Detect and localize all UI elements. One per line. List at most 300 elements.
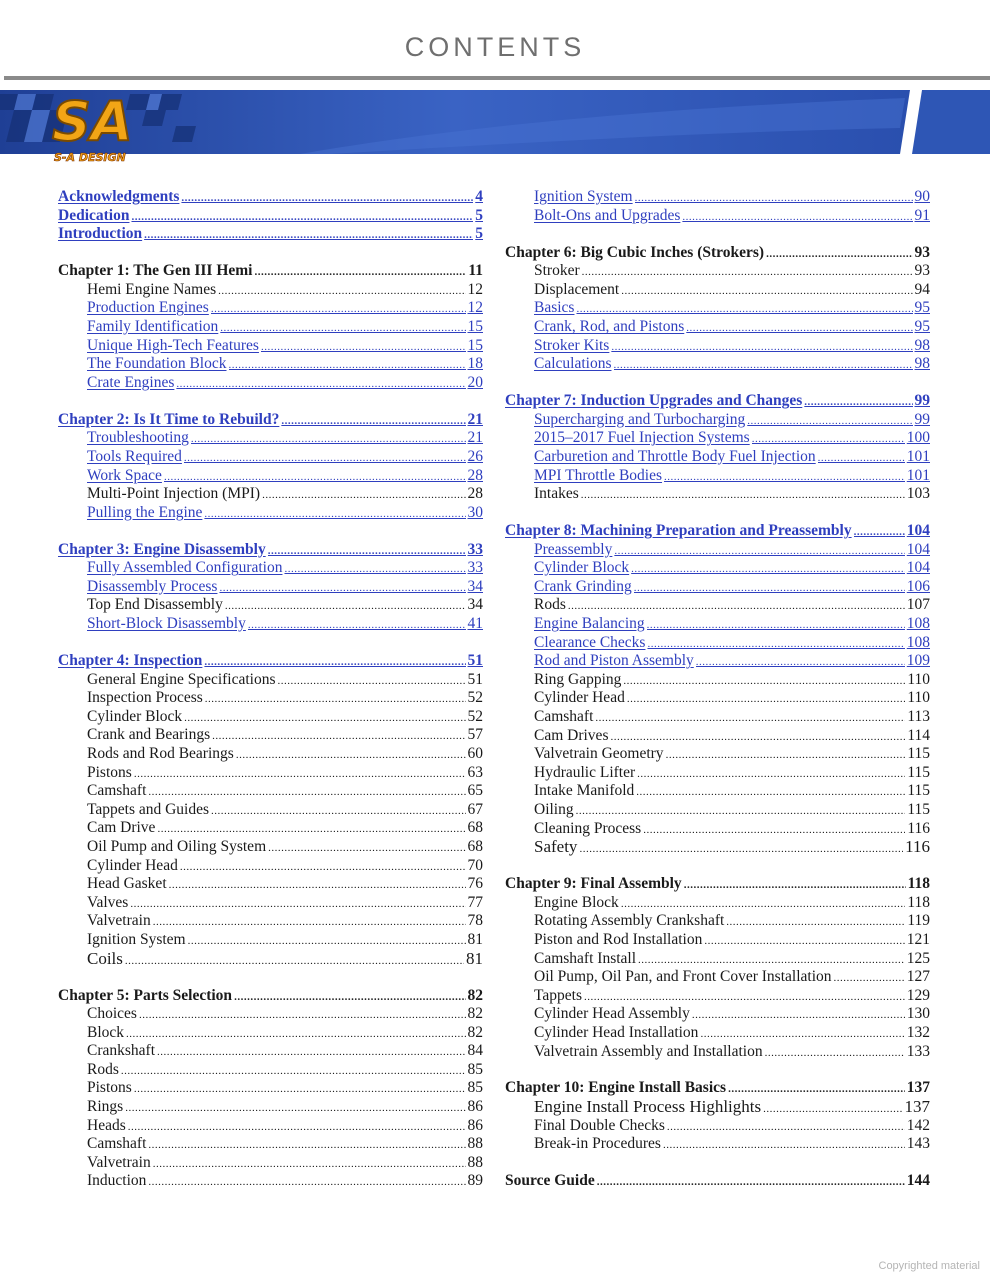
toc-page-number: 91 bbox=[914, 206, 930, 224]
toc-entry-title: Valvetrain bbox=[87, 912, 151, 930]
toc-entry-title: Unique High-Tech Features bbox=[87, 336, 259, 354]
toc-page-number: 137 bbox=[906, 1079, 930, 1097]
toc-spacer bbox=[505, 504, 930, 522]
toc-section-entry[interactable] bbox=[505, 541, 930, 560]
toc-entry-title: Introduction bbox=[58, 225, 143, 243]
toc-section-entry[interactable] bbox=[505, 578, 930, 597]
toc-dot-leader bbox=[696, 653, 905, 671]
toc-dot-leader bbox=[666, 746, 906, 764]
toc-section-entry[interactable] bbox=[505, 318, 930, 337]
toc-spacer bbox=[505, 1061, 930, 1079]
toc-spacer bbox=[505, 857, 930, 875]
toc-page-number: 116 bbox=[905, 838, 930, 857]
toc-dot-leader bbox=[176, 375, 465, 393]
toc-dot-leader bbox=[614, 356, 913, 374]
toc-entry-title: Chapter 3: Engine Disassembly bbox=[58, 540, 266, 558]
toc-entry-title: Oil Pump and Oiling System bbox=[87, 837, 267, 855]
toc-page-number: 15 bbox=[467, 317, 483, 335]
toc-section-entry bbox=[505, 1135, 930, 1154]
toc-entry-title: Source Guide bbox=[505, 1172, 595, 1190]
toc-section-entry[interactable] bbox=[505, 634, 930, 653]
toc-page-number: 51 bbox=[467, 652, 483, 670]
toc-section-entry bbox=[58, 1042, 483, 1061]
toc-dot-leader bbox=[597, 1173, 905, 1191]
toc-page-number: 89 bbox=[467, 1172, 483, 1190]
toc-page-number: 106 bbox=[906, 577, 930, 595]
toc-entry-title: Crate Engines bbox=[87, 373, 175, 391]
toc-dot-leader bbox=[621, 895, 906, 913]
toc-section-entry bbox=[58, 950, 483, 969]
toc-page-number: 119 bbox=[907, 912, 930, 930]
toc-dot-leader bbox=[854, 523, 905, 541]
toc-page-number: 142 bbox=[906, 1116, 930, 1134]
toc-dot-leader bbox=[634, 579, 905, 597]
toc-chapter-entry[interactable] bbox=[58, 652, 483, 671]
toc-page-number: 5 bbox=[475, 206, 483, 224]
toc-dot-leader bbox=[284, 560, 465, 578]
toc-page-number: 84 bbox=[467, 1042, 483, 1060]
toc-section-entry bbox=[505, 950, 930, 969]
toc-dot-leader bbox=[128, 1118, 466, 1136]
toc-dot-leader bbox=[188, 932, 466, 950]
toc-page-number: 26 bbox=[467, 447, 483, 465]
toc-section-entry[interactable] bbox=[58, 429, 483, 448]
toc-section-entry[interactable] bbox=[505, 652, 930, 671]
toc-section-entry[interactable] bbox=[505, 467, 930, 486]
logo-subtext: S-A DESIGN bbox=[54, 151, 126, 164]
toc-section-entry[interactable] bbox=[58, 448, 483, 467]
toc-page-number: 78 bbox=[467, 912, 483, 930]
toc-page-number: 101 bbox=[906, 466, 930, 484]
toc-entry-title: Work Space bbox=[87, 466, 162, 484]
toc-page-number: 144 bbox=[906, 1172, 930, 1190]
toc-dot-leader bbox=[148, 1173, 465, 1191]
toc-dot-leader bbox=[211, 300, 466, 318]
toc-section-entry bbox=[505, 820, 930, 839]
toc-entry-title: Valves bbox=[87, 893, 129, 911]
toc-entry-title: Chapter 8: Machining Preparation and Preassembly bbox=[505, 522, 852, 540]
toc-chapter-entry bbox=[505, 1172, 930, 1191]
toc-page-number: 11 bbox=[468, 262, 483, 280]
toc-section-entry bbox=[58, 485, 483, 504]
toc-dot-leader bbox=[611, 338, 912, 356]
toc-chapter-entry[interactable] bbox=[58, 188, 483, 207]
toc-dot-leader bbox=[667, 1118, 905, 1136]
toc-page-number: 95 bbox=[914, 317, 930, 335]
toc-page-number: 41 bbox=[467, 615, 483, 633]
toc-entry-title: Chapter 5: Parts Selection bbox=[58, 986, 233, 1004]
toc-section-entry[interactable] bbox=[505, 559, 930, 578]
toc-section-entry[interactable] bbox=[58, 467, 483, 486]
toc-entry-title: Acknowledgments bbox=[58, 188, 180, 205]
toc-page-number: 5 bbox=[475, 225, 483, 243]
toc-page-number: 86 bbox=[467, 1116, 483, 1134]
toc-dot-leader bbox=[134, 765, 466, 783]
toc-section-entry bbox=[58, 1098, 483, 1117]
toc-page-number: 113 bbox=[907, 708, 930, 726]
toc-page-number: 118 bbox=[907, 875, 930, 893]
toc-entry-title: Family Identification bbox=[87, 317, 219, 335]
toc-section-entry bbox=[58, 1117, 483, 1136]
toc-entry-title: Cylinder Head bbox=[534, 689, 625, 707]
toc-dot-leader bbox=[236, 746, 466, 764]
toc-chapter-entry[interactable] bbox=[505, 392, 930, 411]
toc-chapter-entry bbox=[505, 1079, 930, 1098]
toc-entry-title: Cylinder Head Assembly bbox=[534, 1005, 690, 1023]
toc-section-entry[interactable] bbox=[58, 559, 483, 578]
toc-chapter-entry[interactable] bbox=[58, 207, 483, 226]
toc-page-number: 52 bbox=[467, 707, 483, 725]
toc-entry-title: Engine Balancing bbox=[534, 615, 645, 633]
toc-page-number: 121 bbox=[906, 930, 930, 948]
toc-entry-title: Cylinder Block bbox=[87, 707, 183, 725]
toc-page-number: 57 bbox=[467, 726, 483, 744]
toc-dot-leader bbox=[281, 412, 465, 430]
toc-section-entry bbox=[505, 764, 930, 783]
toc-chapter-entry[interactable] bbox=[58, 411, 483, 430]
toc-section-entry[interactable] bbox=[505, 411, 930, 430]
toc-section-entry bbox=[505, 1043, 930, 1062]
toc-dot-leader bbox=[157, 820, 465, 838]
toc-section-entry bbox=[58, 1005, 483, 1024]
toc-page-number: 21 bbox=[467, 429, 483, 447]
toc-dot-leader bbox=[130, 895, 465, 913]
toc-section-entry bbox=[505, 262, 930, 281]
toc-dot-leader bbox=[204, 653, 465, 671]
toc-dot-leader bbox=[627, 690, 905, 708]
toc-page-number: 12 bbox=[467, 280, 483, 298]
toc-dot-leader bbox=[576, 802, 906, 820]
toc-section-entry bbox=[58, 745, 483, 764]
toc-page-number: 68 bbox=[467, 837, 483, 855]
toc-spacer bbox=[58, 392, 483, 410]
toc-page-number: 95 bbox=[914, 299, 930, 317]
toc-page-number: 107 bbox=[906, 596, 930, 614]
toc-page-number: 18 bbox=[467, 355, 483, 373]
toc-entry-title: Chapter 4: Inspection bbox=[58, 652, 203, 670]
toc-entry-title: Rotating Assembly Crankshaft bbox=[534, 912, 725, 930]
toc-dot-leader bbox=[234, 988, 465, 1006]
toc-entry-title: Camshaft Install bbox=[534, 949, 637, 967]
toc-section-entry bbox=[58, 857, 483, 876]
toc-section-entry bbox=[505, 708, 930, 727]
toc-section-entry bbox=[58, 1172, 483, 1191]
toc-page-number: 33 bbox=[467, 559, 483, 577]
toc-entry-title: Multi-Point Injection (MPI) bbox=[87, 485, 261, 503]
toc-dot-leader bbox=[747, 412, 912, 430]
toc-chapter-entry[interactable] bbox=[58, 225, 483, 244]
toc-left-column bbox=[58, 188, 483, 1191]
toc-chapter-entry[interactable] bbox=[505, 522, 930, 541]
toc-dot-leader bbox=[268, 542, 466, 560]
toc-entry-title: Final Double Checks bbox=[534, 1116, 665, 1134]
toc-section-entry[interactable] bbox=[505, 448, 930, 467]
toc-page-number: 21 bbox=[467, 410, 483, 428]
toc-dot-leader bbox=[638, 951, 905, 969]
toc-dot-leader bbox=[211, 802, 465, 820]
toc-page-number: 93 bbox=[914, 243, 930, 261]
toc-section-entry bbox=[505, 281, 930, 300]
toc-page-number: 108 bbox=[906, 633, 930, 651]
toc-entry-title: Valvetrain bbox=[87, 1153, 151, 1171]
toc-section-entry bbox=[58, 596, 483, 615]
toc-section-entry[interactable] bbox=[58, 615, 483, 634]
toc-dot-leader bbox=[635, 189, 913, 207]
toc-section-entry bbox=[505, 1117, 930, 1136]
toc-section-entry bbox=[505, 671, 930, 690]
toc-page-number: 115 bbox=[907, 782, 930, 800]
toc-section-entry bbox=[505, 894, 930, 913]
toc-page-number: 85 bbox=[467, 1060, 483, 1078]
toc-dot-leader bbox=[664, 468, 905, 486]
toc-section-entry[interactable] bbox=[505, 299, 930, 318]
toc-dot-leader bbox=[184, 449, 466, 467]
toc-page-number: 94 bbox=[914, 280, 930, 298]
toc-section-entry[interactable] bbox=[58, 355, 483, 374]
toc-dot-leader bbox=[205, 690, 466, 708]
toc-entry-title: Ring Gapping bbox=[534, 670, 622, 688]
toc-section-entry bbox=[58, 1079, 483, 1098]
toc-page-number: 125 bbox=[906, 949, 930, 967]
toc-entry-title: Chapter 7: Induction Upgrades and Changes bbox=[505, 392, 803, 410]
toc-page-number: 115 bbox=[907, 745, 930, 763]
toc-page-number: 101 bbox=[906, 447, 930, 465]
toc-entry-title: Camshaft bbox=[87, 782, 147, 800]
toc-entry-title: Cylinder Head bbox=[87, 856, 178, 874]
toc-section-entry bbox=[58, 819, 483, 838]
toc-section-entry[interactable] bbox=[505, 207, 930, 226]
toc-dot-leader bbox=[218, 282, 465, 300]
toc-section-entry[interactable] bbox=[58, 337, 483, 356]
toc-dot-leader bbox=[614, 542, 904, 560]
toc-section-entry[interactable] bbox=[505, 355, 930, 374]
toc-entry-title: Pistons bbox=[87, 763, 132, 781]
toc-page-number: 118 bbox=[907, 893, 930, 911]
toc-entry-title: Tools Required bbox=[87, 447, 182, 465]
toc-entry-title: Chapter 2: Is It Time to Rebuild? bbox=[58, 410, 280, 428]
toc-dot-leader bbox=[636, 783, 905, 801]
toc-page-number: 127 bbox=[906, 968, 930, 986]
toc-spacer bbox=[505, 225, 930, 243]
toc-dot-leader bbox=[647, 616, 905, 634]
toc-section-entry[interactable] bbox=[58, 374, 483, 393]
toc-section-entry[interactable] bbox=[58, 578, 483, 597]
toc-page-number: 116 bbox=[907, 819, 930, 837]
toc-page-number: 109 bbox=[906, 652, 930, 670]
toc-entry-title: Rods and Rod Bearings bbox=[87, 745, 234, 762]
toc-page-number: 82 bbox=[467, 1005, 483, 1023]
toc-dot-leader bbox=[686, 319, 912, 337]
toc-page-number: 86 bbox=[467, 1098, 483, 1116]
toc-entry-title: Calculations bbox=[534, 355, 612, 373]
toc-section-entry bbox=[58, 1154, 483, 1173]
toc-entry-title: Production Engines bbox=[87, 299, 209, 317]
toc-page-number: 143 bbox=[906, 1135, 930, 1153]
toc-section-entry bbox=[505, 782, 930, 801]
toc-page-number: 110 bbox=[907, 670, 930, 688]
toc-dot-leader bbox=[131, 208, 473, 226]
toc-dot-leader bbox=[219, 579, 465, 597]
logo-text: SA bbox=[52, 90, 133, 153]
toc-page-number: 133 bbox=[906, 1042, 930, 1060]
toc-entry-title: General Engine Specifications bbox=[87, 670, 276, 688]
toc-entry-title: Fully Assembled Configuration bbox=[87, 559, 283, 577]
toc-page-number: 104 bbox=[906, 540, 930, 558]
toc-section-entry bbox=[58, 671, 483, 690]
toc-section-entry[interactable] bbox=[505, 188, 930, 207]
toc-entry-title: Short-Block Disassembly bbox=[87, 615, 246, 633]
toc-section-entry[interactable] bbox=[58, 299, 483, 318]
toc-entry-title: Crank and Bearings bbox=[87, 726, 211, 744]
toc-page-number: 108 bbox=[906, 615, 930, 633]
toc-dot-leader bbox=[610, 728, 905, 746]
toc-dot-leader bbox=[595, 709, 905, 727]
toc-entry-title: Displacement bbox=[534, 280, 620, 298]
toc-entry-title: The Foundation Block bbox=[87, 355, 227, 373]
toc-dot-leader bbox=[125, 952, 464, 969]
toc-section-entry bbox=[505, 1098, 930, 1117]
toc-page-number: 99 bbox=[914, 410, 930, 428]
toc-page-number: 82 bbox=[467, 986, 483, 1004]
toc-dot-leader bbox=[181, 189, 473, 207]
toc-page-number: 85 bbox=[467, 1079, 483, 1097]
toc-entry-title: MPI Throttle Bodies bbox=[534, 466, 663, 484]
toc-entry-title: Oiling bbox=[534, 800, 574, 818]
toc-chapter-entry[interactable] bbox=[58, 541, 483, 560]
title-rule bbox=[4, 76, 990, 80]
toc-page-number: 67 bbox=[467, 800, 483, 818]
toc-section-entry bbox=[58, 875, 483, 894]
toc-dot-leader bbox=[576, 300, 912, 318]
toc-dot-leader bbox=[248, 616, 466, 634]
toc-page-number: 15 bbox=[467, 336, 483, 354]
toc-dot-leader bbox=[180, 858, 466, 876]
toc-page-number: 99 bbox=[914, 392, 930, 410]
toc-dot-leader bbox=[148, 1136, 465, 1154]
toc-chapter-entry bbox=[58, 987, 483, 1006]
toc-entry-title: Chapter 6: Big Cubic Inches (Strokers) bbox=[505, 243, 765, 261]
toc-spacer bbox=[505, 1154, 930, 1172]
toc-entry-title: Preassembly bbox=[534, 540, 613, 558]
toc-entry-title: Crank, Rod, and Pistons bbox=[534, 317, 685, 335]
toc-dot-leader bbox=[579, 840, 903, 857]
toc-page-number: 130 bbox=[906, 1005, 930, 1023]
toc-dot-leader bbox=[121, 1062, 466, 1080]
toc-page-number: 98 bbox=[914, 355, 930, 373]
toc-page-number: 30 bbox=[467, 503, 483, 521]
toc-section-entry[interactable] bbox=[505, 615, 930, 634]
toc-section-entry[interactable] bbox=[505, 429, 930, 448]
toc-section-entry bbox=[58, 1135, 483, 1154]
toc-section-entry[interactable] bbox=[505, 337, 930, 356]
toc-entry-title: Hydraulic Lifter bbox=[534, 763, 636, 781]
toc-page-number: 68 bbox=[467, 819, 483, 837]
toc-entry-title: Cleaning Process bbox=[534, 819, 642, 837]
toc-dot-leader bbox=[752, 430, 905, 448]
toc-page-number: 65 bbox=[467, 782, 483, 800]
toc-page-number: 88 bbox=[467, 1153, 483, 1171]
toc-dot-leader bbox=[637, 765, 905, 783]
toc-entry-title: Cylinder Head Installation bbox=[534, 1023, 699, 1041]
toc-section-entry bbox=[505, 1005, 930, 1024]
toc-dot-leader bbox=[818, 449, 905, 467]
toc-section-entry bbox=[58, 1061, 483, 1080]
toc-dot-leader bbox=[254, 263, 466, 281]
toc-page-number: 82 bbox=[467, 1023, 483, 1041]
toc-page-number: 52 bbox=[467, 689, 483, 707]
toc-page-number: 115 bbox=[907, 763, 930, 781]
toc-entry-title: Clearance Checks bbox=[534, 633, 646, 651]
toc-page-number: 20 bbox=[467, 373, 483, 391]
toc-dot-leader bbox=[643, 821, 905, 839]
toc-chapter-entry bbox=[58, 262, 483, 281]
toc-dot-leader bbox=[278, 672, 466, 690]
toc-page-number: 63 bbox=[467, 763, 483, 781]
toc-dot-leader bbox=[834, 969, 905, 987]
toc-entry-title: Disassembly Process bbox=[87, 577, 218, 595]
toc-entry-title: Safety bbox=[534, 838, 578, 857]
toc-dot-leader bbox=[682, 208, 912, 226]
toc-page-number: 60 bbox=[467, 745, 483, 762]
toc-spacer bbox=[505, 374, 930, 392]
toc-dot-leader bbox=[126, 1025, 465, 1043]
toc-entry-title: Crankshaft bbox=[87, 1042, 156, 1060]
toc-dot-leader bbox=[153, 913, 466, 931]
toc-entry-title: Basics bbox=[534, 299, 575, 317]
toc-dot-leader bbox=[582, 263, 913, 281]
toc-section-entry[interactable] bbox=[58, 504, 483, 523]
toc-section-entry bbox=[505, 596, 930, 615]
toc-entry-title: Block bbox=[87, 1023, 125, 1041]
toc-dot-leader bbox=[584, 988, 905, 1006]
toc-section-entry bbox=[505, 987, 930, 1006]
toc-entry-title: Valvetrain Geometry bbox=[534, 745, 664, 763]
toc-section-entry bbox=[505, 931, 930, 950]
toc-entry-title: Pistons bbox=[87, 1079, 132, 1097]
copyright-note: Copyrighted material bbox=[878, 1260, 980, 1272]
toc-dot-leader bbox=[184, 709, 465, 727]
toc-dot-leader bbox=[191, 430, 466, 448]
toc-dot-leader bbox=[153, 1155, 466, 1173]
toc-page-number: 28 bbox=[467, 466, 483, 484]
toc-dot-leader bbox=[568, 597, 905, 615]
toc-entry-title: Piston and Rod Installation bbox=[534, 930, 703, 948]
toc-section-entry bbox=[505, 485, 930, 504]
toc-entry-title: Supercharging and Turbocharging bbox=[534, 410, 746, 428]
toc-page-number: 4 bbox=[475, 188, 483, 205]
toc-section-entry bbox=[58, 782, 483, 801]
toc-page-number: 129 bbox=[906, 986, 930, 1004]
toc-entry-title: Coils bbox=[87, 949, 123, 968]
toc-entry-title: Hemi Engine Names bbox=[87, 280, 217, 298]
toc-dot-leader bbox=[623, 672, 905, 690]
toc-page-number: 114 bbox=[907, 726, 930, 744]
toc-page-number: 132 bbox=[906, 1023, 930, 1041]
toc-entry-title: Camshaft bbox=[87, 1135, 147, 1153]
toc-dot-leader bbox=[169, 876, 466, 894]
toc-page-number: 98 bbox=[914, 336, 930, 354]
toc-entry-title: Oil Pump, Oil Pan, and Front Cover Installation bbox=[534, 968, 832, 986]
toc-entry-title: Cylinder Block bbox=[534, 559, 630, 577]
toc-dot-leader bbox=[663, 1136, 905, 1154]
toc-entry-title: Chapter 9: Final Assembly bbox=[505, 875, 682, 893]
toc-entry-title: Intakes bbox=[534, 485, 579, 503]
toc-page-number: 110 bbox=[907, 689, 930, 707]
toc-entry-title: Choices bbox=[87, 1005, 137, 1023]
toc-section-entry bbox=[505, 1024, 930, 1043]
page-title: CONTENTS bbox=[404, 32, 586, 62]
toc-section-entry[interactable] bbox=[58, 318, 483, 337]
